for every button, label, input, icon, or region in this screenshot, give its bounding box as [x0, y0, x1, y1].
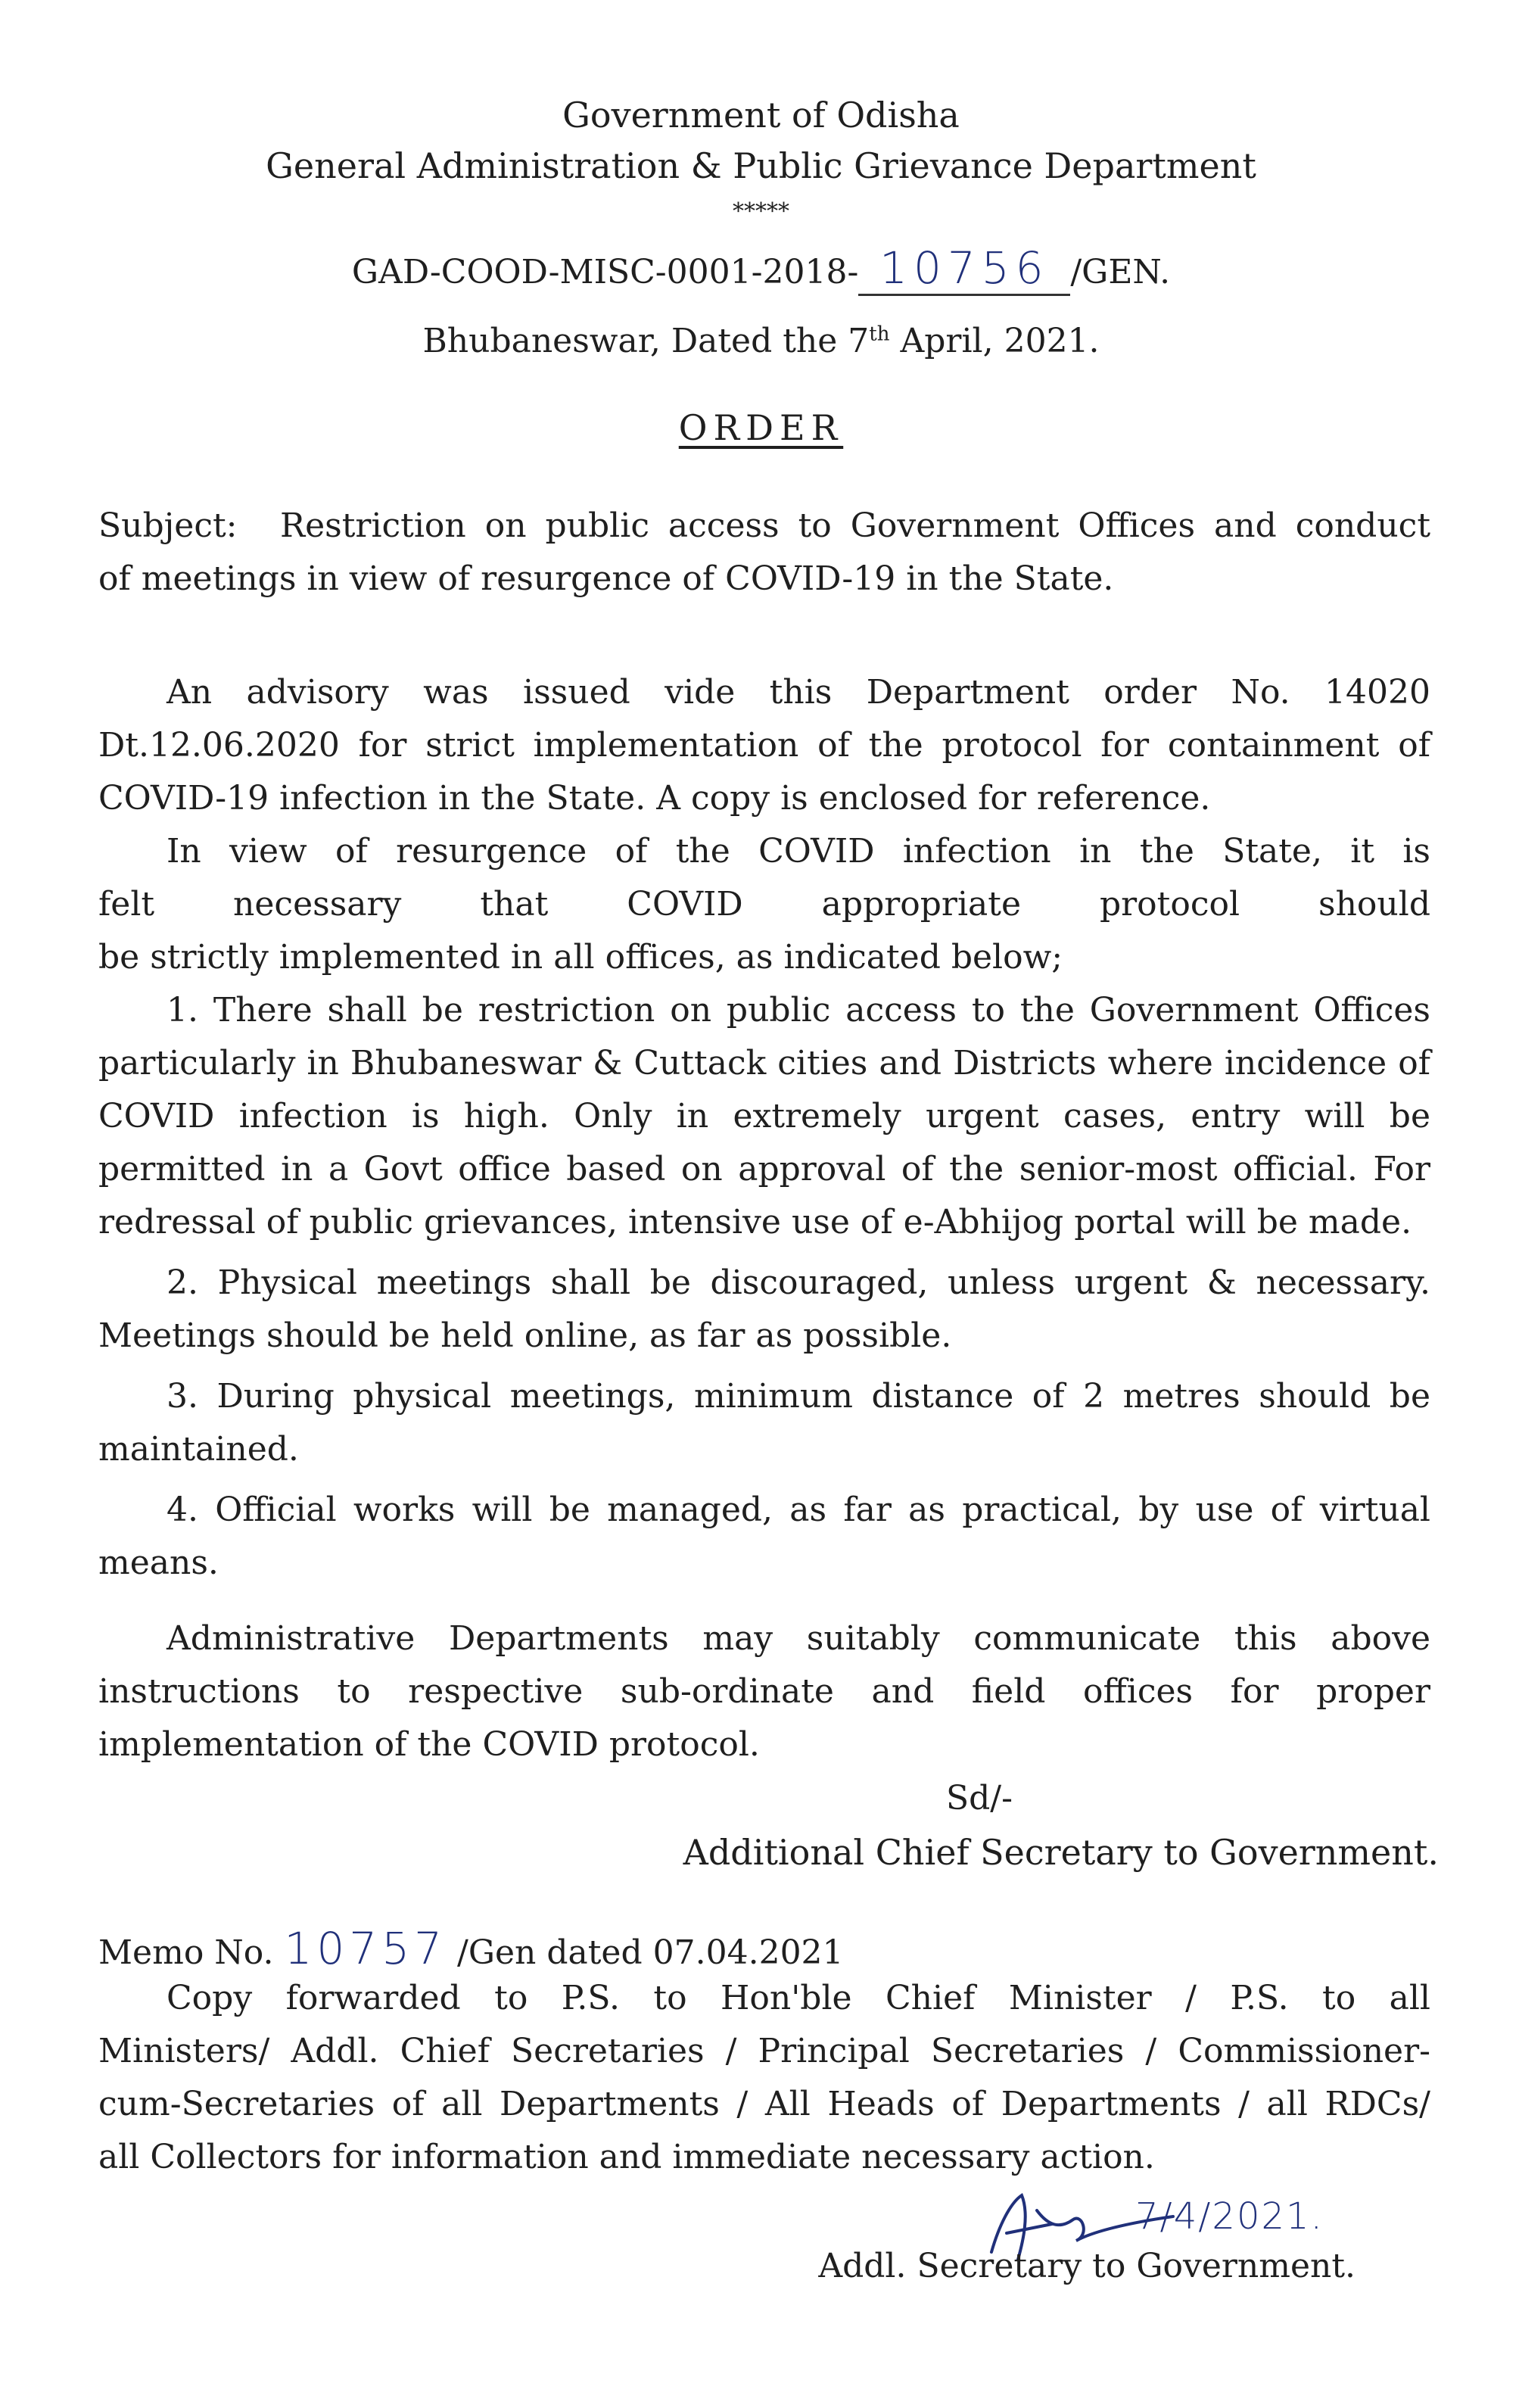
paragraph-line: particularly in Bhubaneswar & Cuttack cities and Districts where incidence of	[98, 1044, 1430, 1083]
paragraph-line: 2. Physical meetings shall be discouraged, unless urgent & necessary.	[167, 1263, 1430, 1302]
subject-block	[98, 500, 1430, 606]
paragraph-line: Meetings should be held online, as far as possible.	[98, 1316, 952, 1355]
paragraph-line: means.	[98, 1544, 219, 1582]
paragraph-resurgence	[98, 825, 1430, 984]
subject-line-1	[98, 500, 1430, 553]
paragraph-line: An advisory was issued vide this Department order No. 14020	[167, 673, 1430, 712]
ref-prefix: GAD-COOD-MISC-0001-2018-	[351, 253, 859, 291]
paragraph-line: felt necessary that COVID appropriate protocol should	[98, 885, 1430, 924]
paragraph-line: In view of resurgence of the COVID infection in the State, it is	[167, 832, 1430, 871]
date-superscript: th	[869, 322, 890, 346]
signature-date-handwritten: 7/4/2021.	[1135, 2195, 1324, 2238]
order-reference	[0, 242, 1522, 296]
paragraph-line: be strictly implemented in all offices, as indicated below;	[98, 938, 1063, 977]
paragraph-line: implementation of the COVID protocol.	[98, 1725, 760, 1764]
sd-mark: Sd/-	[946, 1779, 1013, 1818]
paragraph-line: permitted in a Govt office based on approval of the senior-most official. For	[98, 1150, 1430, 1188]
dept-title: General Administration & Public Grievance Department	[266, 145, 1256, 186]
paragraph-line: 1. There shall be restriction on public access to the Government Offices	[167, 991, 1430, 1030]
paragraph-line: Dt.12.06.2020 for strict implementation of the protocol for containment of	[98, 726, 1430, 765]
paragraph-line: maintained.	[98, 1430, 299, 1469]
paragraph-line: Administrative Departments may suitably communicate this above	[167, 1619, 1430, 1658]
ref-suffix: /GEN.	[1070, 253, 1171, 291]
paragraph-line: COVID-19 infection in the State. A copy is enclosed for reference.	[98, 779, 1211, 818]
memo-body-line: Copy forwarded to P.S. to Hon'ble Chief Minister / P.S. to all	[167, 1979, 1430, 2017]
paragraph-advisory	[98, 666, 1430, 825]
ref-number-handwritten: 10756	[858, 242, 1070, 296]
memo-suffix: /Gen dated 07.04.2021	[457, 1933, 844, 1972]
subject-text: Restriction on public access to Government Offices and conduct	[280, 506, 1430, 545]
paragraph-line: 4. Official works will be managed, as far as practical, by use of virtual	[167, 1491, 1430, 1529]
memo-prefix: Memo No.	[98, 1933, 274, 1972]
point-2	[98, 1257, 1430, 1363]
order-date	[0, 322, 1522, 360]
paragraph-admin-depts	[98, 1612, 1430, 1771]
memo-body-line: Ministers/ Addl. Chief Secretaries / Principal Secretaries / Commissioner-	[98, 2032, 1430, 2070]
signoff-designation: Additional Chief Secretary to Government.	[683, 1832, 1439, 1873]
memo-number-handwritten: 10757	[284, 1923, 447, 1974]
paragraph-line: instructions to respective sub-ordinate and field offices for proper	[98, 1672, 1430, 1711]
paragraph-line: redressal of public grievances, intensive use of e-Abhijog portal will be made.	[98, 1203, 1412, 1241]
memo-line	[98, 1923, 844, 1974]
signature-designation: Addl. Secretary to Government.	[818, 2247, 1355, 2285]
date-prefix: Bhubaneswar, Dated the 7	[422, 322, 870, 360]
subject-label: Subject:	[98, 506, 238, 545]
point-3	[98, 1370, 1430, 1476]
date-suffix: April, 2021.	[889, 322, 1100, 360]
memo-body-line: cum-Secretaries of all Departments / All Heads of Departments / all RDCs/	[98, 2085, 1430, 2123]
subject-text: of meetings in view of resurgence of COVID-19 in the State.	[98, 559, 1114, 598]
header-stars: *****	[733, 198, 789, 225]
memo-body-line: all Collectors for information and immediate necessary action.	[98, 2138, 1155, 2176]
point-1	[98, 984, 1430, 1249]
point-4	[98, 1484, 1430, 1590]
order-heading: ORDER	[678, 407, 844, 448]
paragraph-line: 3. During physical meetings, minimum distance of 2 metres should be	[167, 1377, 1430, 1416]
memo-body	[98, 1972, 1430, 2184]
govt-title: Government of Odisha	[562, 95, 960, 136]
paragraph-line: COVID infection is high. Only in extremely urgent cases, entry will be	[98, 1097, 1430, 1135]
